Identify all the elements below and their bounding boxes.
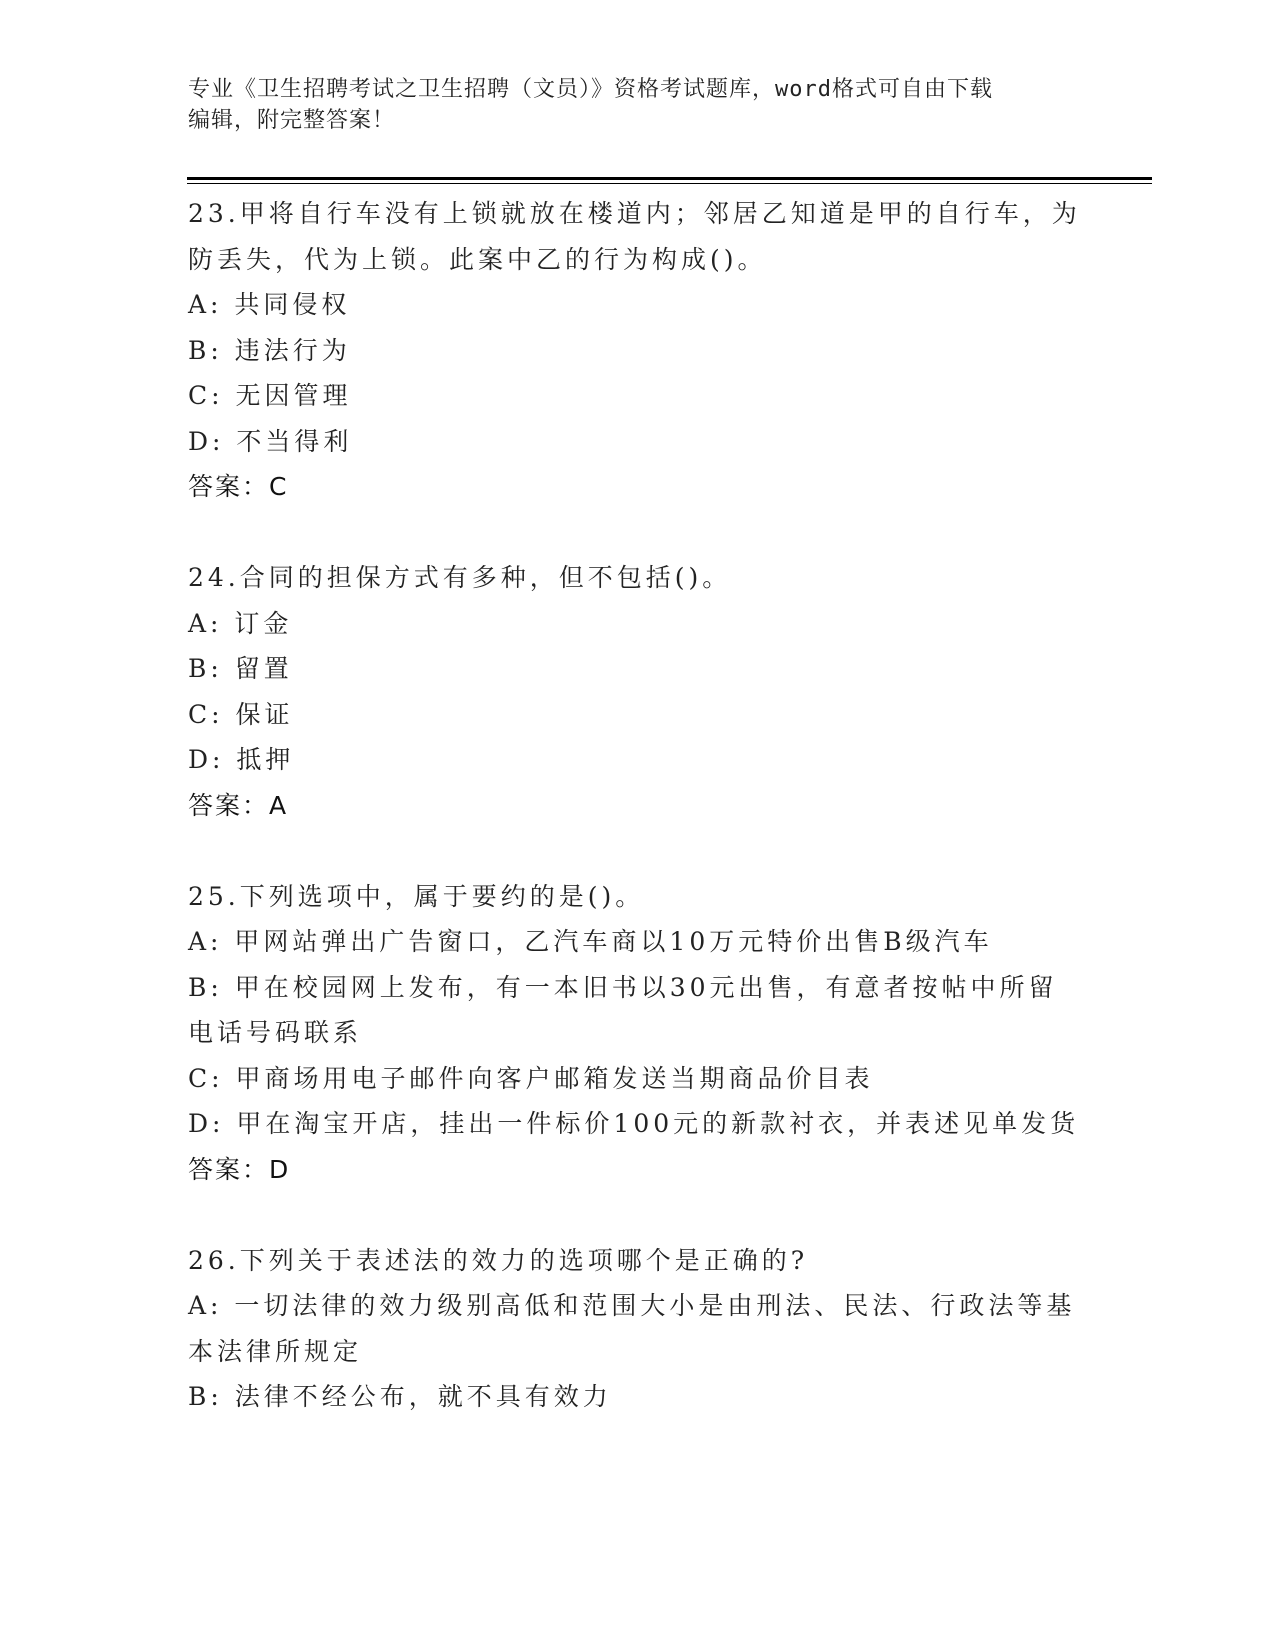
header-line-2: 编辑，附完整答案！ [188,108,396,133]
header-line-1: 专业《卫生招聘考试之卫生招聘（文员）》资格考试题库，word格式可自由下载 [188,77,993,102]
header-divider-thin [187,183,1152,184]
answer-option: D: 甲在淘宝开店，挂出一件标价100元的新款衬衣，并表述见单发货 [188,1109,1080,1138]
answer-key: 答案：C [188,472,289,501]
question-spacer [188,1192,1088,1238]
answer-option: C: 保证 [188,699,294,729]
answer-option: B: 甲在校园网上发布，有一本旧书以30元出售，有意者按帖中所留 [188,972,1058,1002]
answer-option: D: 不当得利 [188,426,353,456]
answer-option: C: 甲商场用电子邮件向客户邮箱发送当期商品价目表 [188,1063,874,1093]
question-list [188,191,1088,1420]
question-spacer [188,510,1088,556]
answer-option: 本法律所规定 [188,1336,363,1366]
question-block [188,191,1088,510]
question-stem: 防丢失，代为上锁。此案中乙的行为构成()。 [188,244,767,274]
answer-option: D: 抵押 [188,745,295,774]
answer-option: 电话号码联系 [188,1018,363,1047]
answer-option: A: 一切法律的效力级别高低和范围大小是由刑法、民法、行政法等基 [188,1291,1076,1320]
question-spacer [188,828,1088,874]
answer-option: A: 共同侵权 [188,290,351,319]
answer-key: 答案：D [188,1154,291,1184]
document-header [188,74,1078,136]
answer-key: 答案：A [188,790,289,820]
question-stem: 26.下列关于表述法的效力的选项哪个是正确的? [188,1245,809,1275]
question-block [188,874,1088,1193]
question-stem: 24.合同的担保方式有多种，但不包括()。 [188,563,732,592]
header-divider-thick [187,177,1152,180]
answer-option: B: 法律不经公布，就不具有效力 [188,1382,612,1411]
question-block [188,555,1088,828]
answer-option: A: 甲网站弹出广告窗口，乙汽车商以10万元特价出售B级汽车 [188,927,993,956]
answer-option: C: 无因管理 [188,381,352,410]
question-stem: 25.下列选项中，属于要约的是()。 [188,881,645,911]
question-stem: 23.甲将自行车没有上锁就放在楼道内；邻居乙知道是甲的自行车，为 [188,199,1081,228]
answer-option: B: 违法行为 [188,335,351,365]
question-block [188,1238,1088,1420]
answer-option: B: 留置 [188,654,293,683]
answer-option: A: 订金 [188,608,293,638]
